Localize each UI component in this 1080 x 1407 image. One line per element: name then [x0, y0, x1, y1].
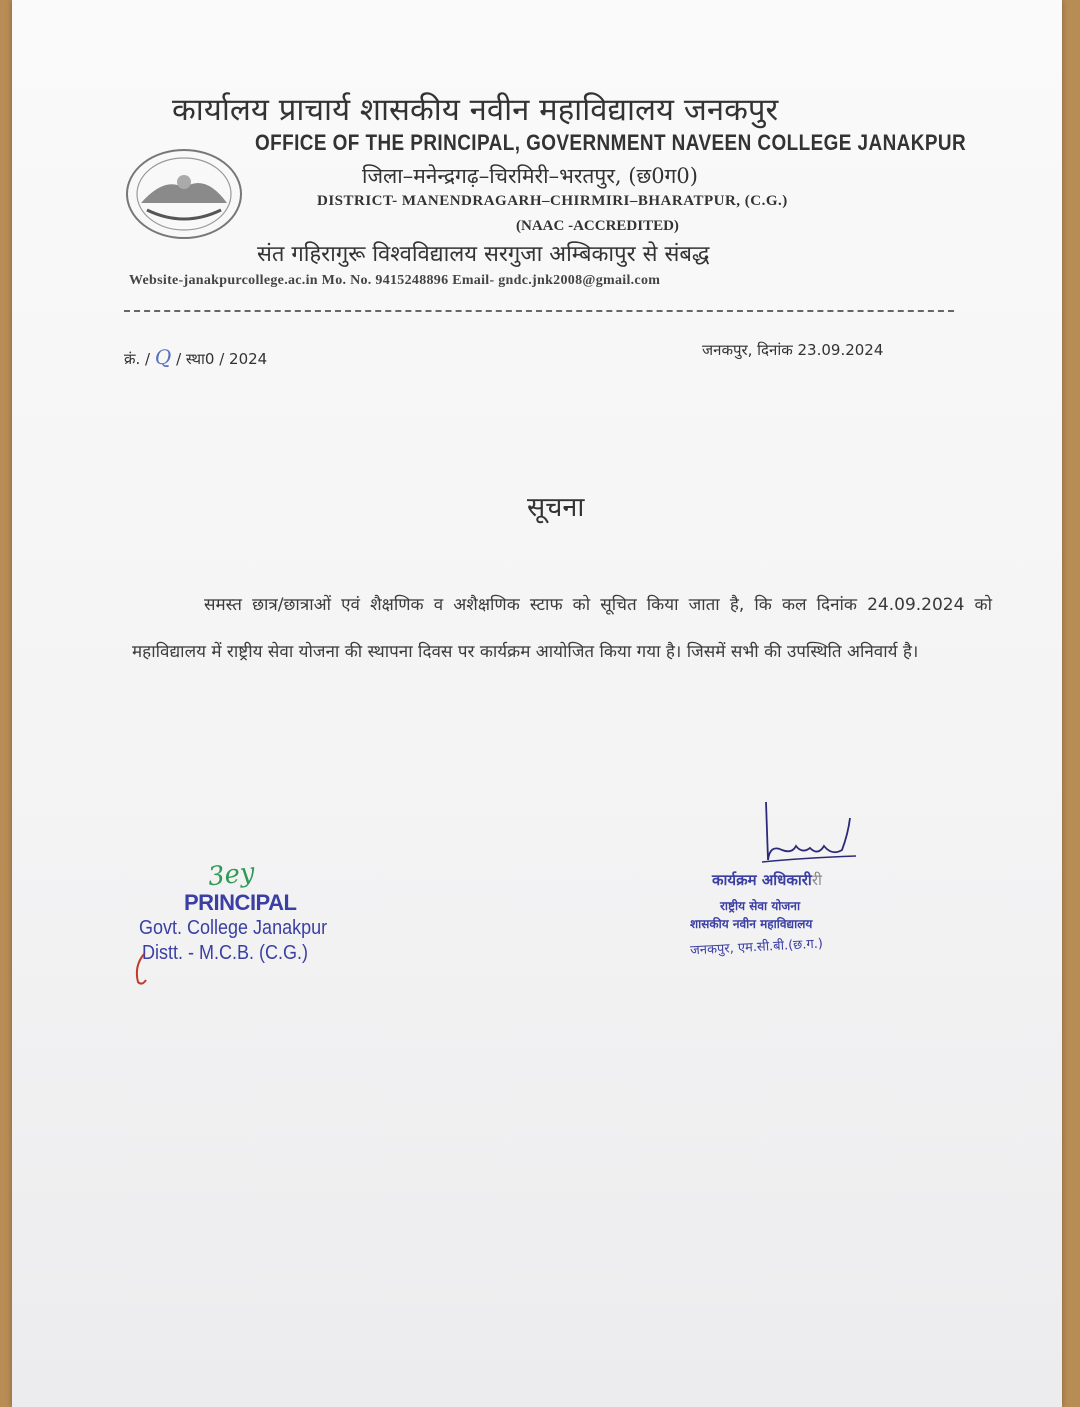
program-officer-scheme: राष्ट्रीय सेवा योजना: [720, 899, 801, 913]
notice-body-text: समस्त छात्र/छात्राओं एवं शैक्षणिक व अशैक्षणिक स्टाफ को सूचित किया जाता है, कि कल दिनांक 24.09.2024 को महाविद्यालय में राष्ट्रीय सेवा योजना की स्थापना दिवस पर कार्यक्रम आयोजित किया गया है। जिसमें सभी की उपस्थिति अनिवार्य है।: [132, 595, 992, 662]
letterhead-accreditation: (NAAC -ACCREDITED): [516, 218, 679, 234]
letterhead-title-hindi: कार्यालय प्राचार्य शासकीय नवीन महाविद्यालय जनकपुर: [172, 92, 779, 128]
principal-stamp-title: PRINCIPAL: [184, 890, 297, 915]
letterhead-affiliation: संत गहिरागुरू विश्वविद्यालय सरगुजा अम्बिकापुर से संबद्ध: [257, 242, 710, 267]
program-officer-stamp: [672, 800, 932, 975]
principal-stamp: [124, 857, 384, 990]
reference-suffix: / स्था0 / 2024: [176, 350, 268, 368]
date-line: जनकपुर, दिनांक 23.09.2024: [702, 341, 884, 359]
reference-handwritten-number: Q: [154, 345, 172, 369]
principal-initial: 3ey: [206, 857, 257, 893]
reference-prefix: क्रं. /: [124, 350, 151, 368]
notice-title: सूचना: [527, 492, 585, 523]
reference-number: [124, 345, 267, 369]
header-divider: [124, 310, 954, 312]
program-officer-title: कार्यक्रम अधिकारीरी: [712, 871, 822, 889]
signature-icon: [752, 800, 862, 870]
document-page: [12, 0, 1062, 1407]
principal-stamp-college: Govt. College Janakpur: [139, 917, 328, 939]
principal-stamp-district: Distt. - M.C.B. (C.G.): [142, 942, 308, 964]
college-emblem-icon: [125, 148, 243, 240]
program-officer-college: शासकीय नवीन महाविद्यालय: [690, 917, 813, 931]
notice-body: [132, 582, 992, 676]
letterhead-district-english: DISTRICT- MANENDRAGARH–CHIRMIRI–BHARATPUR, (C.G.): [317, 193, 788, 209]
program-officer-location: जनकपुर, एम.सी.बी.(छ.ग.): [689, 936, 824, 959]
red-pen-mark-icon: [132, 952, 148, 986]
letterhead-district-hindi: जिला–मनेन्द्रगढ़–चिरमिरी–भरतपुर, (छ0ग0): [362, 164, 698, 188]
letterhead-contact: Website-janakpurcollege.ac.in Mo. No. 9415248896 Email- gndc.jnk2008@gmail.com: [129, 273, 661, 288]
letterhead-title-english: OFFICE OF THE PRINCIPAL, GOVERNMENT NAVEEN COLLEGE JANAKPUR: [255, 130, 967, 155]
